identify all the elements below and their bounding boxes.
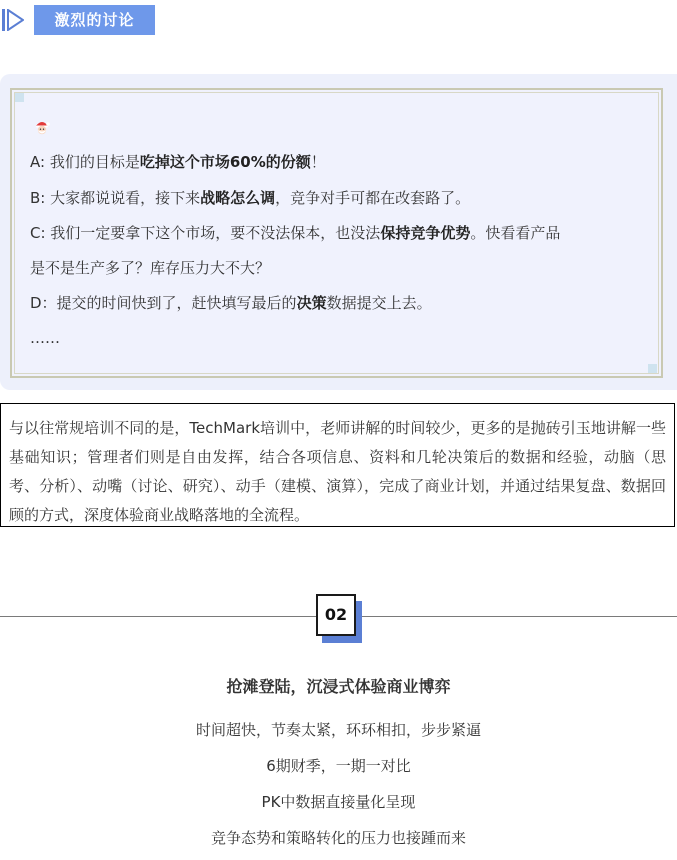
divider-right <box>362 616 677 617</box>
intro-paragraph: 与以往常规培训不同的是，TechMark培训中，老师讲解的时间较少，更多的是抛砖引玉地讲解一些基础知识；管理者们则是自由发挥，结合各项信息、资料和几轮决策后的数据和经验，动脑（思考、分析）、动嘴（讨论、研究）、动手（建模、演算），完成了商业计划，并通过结果复盘、数据回顾的方式，深度体验商业战略落地的全流程。 <box>0 403 675 527</box>
section-number: 02 <box>316 594 356 636</box>
section-title: 抢滩登陆，沉浸式体验商业博弈 <box>226 677 451 696</box>
santa-avatar-icon <box>33 118 51 136</box>
dialogue-line-b: B: 大家都说说看，接下来战略怎么调，竞争对手可都在改套路了。 <box>30 189 471 207</box>
divider-left <box>0 616 316 617</box>
dialogue-line-d: D：提交的时间快到了，赶快填写最后的决策数据提交上去。 <box>30 294 432 312</box>
section-line: 竞争态势和策略转化的压力也接踵而来 <box>210 829 466 847</box>
dialogue-line-a: A: 我们的目标是吃掉这个市场60%的份额！ <box>30 153 326 171</box>
dialogue-ellipsis: …… <box>30 329 60 347</box>
play-arrow-icon <box>2 9 24 31</box>
section-line: 时间超快，节奏太紧，环环相扣，步步紧逼 <box>195 721 481 739</box>
frame-corner <box>15 93 24 102</box>
dialogue-line-c: C: 我们一定要拿下这个市场，要不没法保本，也没法保持竞争优势。快看看产品 <box>30 224 561 242</box>
section-tag: 激烈的讨论 <box>34 5 155 35</box>
frame-corner <box>648 364 657 373</box>
dialogue-line-c-continued: 是不是生产多了？库存压力大不大？ <box>30 259 271 277</box>
section-line: PK中数据直接量化呈现 <box>261 793 416 811</box>
section-line: 6期财季，一期一对比 <box>266 757 411 775</box>
